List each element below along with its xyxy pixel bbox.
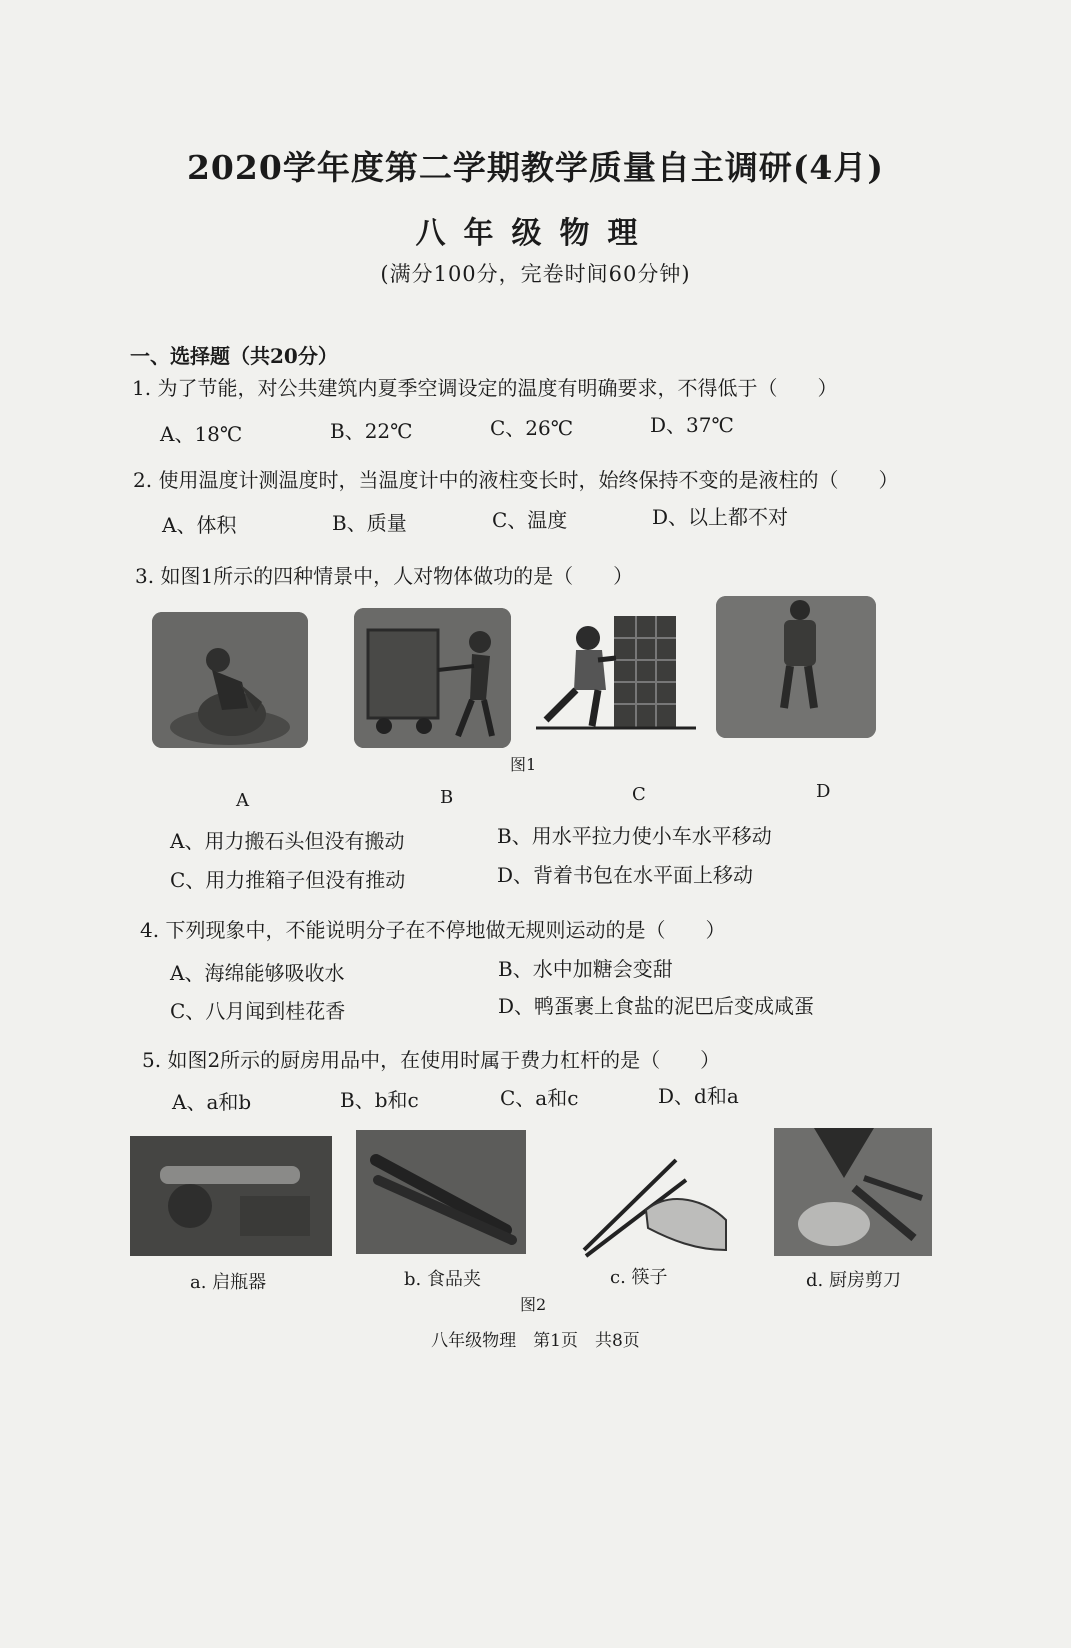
figure2-label-d: d. 厨房剪刀 [806,1270,901,1291]
q2-option-a: A、体积 [162,513,237,537]
q2-option-c: C、温度 [492,508,568,532]
figure2-picture-a [130,1136,332,1256]
figure2-caption: 图2 [520,1295,547,1314]
q3-option-d: D、背着书包在水平面上移动 [497,863,754,887]
question-4-stem: 4. 下列现象中，不能说明分子在不停地做无规则运动的是（ ） [140,918,726,942]
q5-option-d: D、d和a [658,1084,739,1108]
q5-option-b: B、b和c [340,1088,419,1112]
q5-option-c: C、a和c [500,1086,579,1110]
q3-option-c: C、用力推箱子但没有推动 [170,868,406,892]
q1-option-d: D、37℃ [650,413,734,437]
question-3-stem: 3. 如图1所示的四种情景中，人对物体做功的是（ ） [135,564,634,588]
figure2-label-b: b. 食品夹 [404,1269,481,1290]
q1-option-a: A、18℃ [160,422,243,446]
q4-option-a: A、海绵能够吸收水 [170,961,345,985]
bottle-opener-icon [130,1136,332,1256]
person-with-backpack-icon [716,596,876,738]
kitchen-scissors-icon [774,1128,932,1256]
q2-option-d: D、以上都不对 [652,505,789,529]
figure2-picture-d [774,1128,932,1256]
person-pulling-cart-icon [354,608,511,748]
figure1-picture-d [716,596,876,738]
q4-option-b: B、水中加糖会变甜 [498,957,673,981]
question-2-stem: 2. 使用温度计测温度时，当温度计中的液柱变长时，始终保持不变的是液柱的（ ） [133,468,899,492]
figure1-picture-c [536,608,696,738]
exam-title: 2020学年度第二学期教学质量自主调研(4月) [186,148,885,187]
q1-option-c: C、26℃ [490,416,574,440]
page-footer: 八年级物理 第1页 共8页 [431,1331,640,1351]
figure1-caption: 图1 [510,755,537,774]
figure2-picture-c [576,1150,732,1260]
q3-option-b: B、用水平拉力使小车水平移动 [497,824,772,848]
chopsticks-icon [576,1150,732,1260]
exam-note: (满分100分，完卷时间60分钟) [380,262,691,286]
q4-option-d: D、鸭蛋裹上食盐的泥巴后变成咸蛋 [498,994,815,1018]
q4-option-c: C、八月闻到桂花香 [170,999,346,1023]
figure1-picture-a [152,612,308,748]
figure2-label-c: c. 筷子 [610,1267,668,1288]
figure2-picture-b [356,1130,526,1254]
q2-option-b: B、质量 [332,511,407,535]
exam-subject: 八年级物理 [415,216,656,251]
q3-option-a: A、用力搬石头但没有搬动 [170,829,405,853]
figure1-picture-b [354,608,511,748]
question-5-stem: 5. 如图2所示的厨房用品中，在使用时属于费力杠杆的是（ ） [142,1048,721,1072]
person-pushing-box-icon [536,608,696,738]
figure2-label-a: a. 启瓶器 [190,1272,267,1293]
figure1-label-a: A [236,790,249,811]
question-1-stem: 1. 为了节能，对公共建筑内夏季空调设定的温度有明确要求，不得低于（ ） [132,376,838,400]
q5-option-a: A、a和b [172,1090,252,1114]
figure1-label-d: D [816,781,831,802]
person-lifting-stone-icon [152,612,308,748]
food-tongs-icon [356,1130,526,1254]
figure1-label-b: B [440,787,454,808]
section-heading: 一、选择题（共20分） [130,344,338,368]
q1-option-b: B、22℃ [330,419,413,443]
figure1-label-c: C [632,784,646,805]
